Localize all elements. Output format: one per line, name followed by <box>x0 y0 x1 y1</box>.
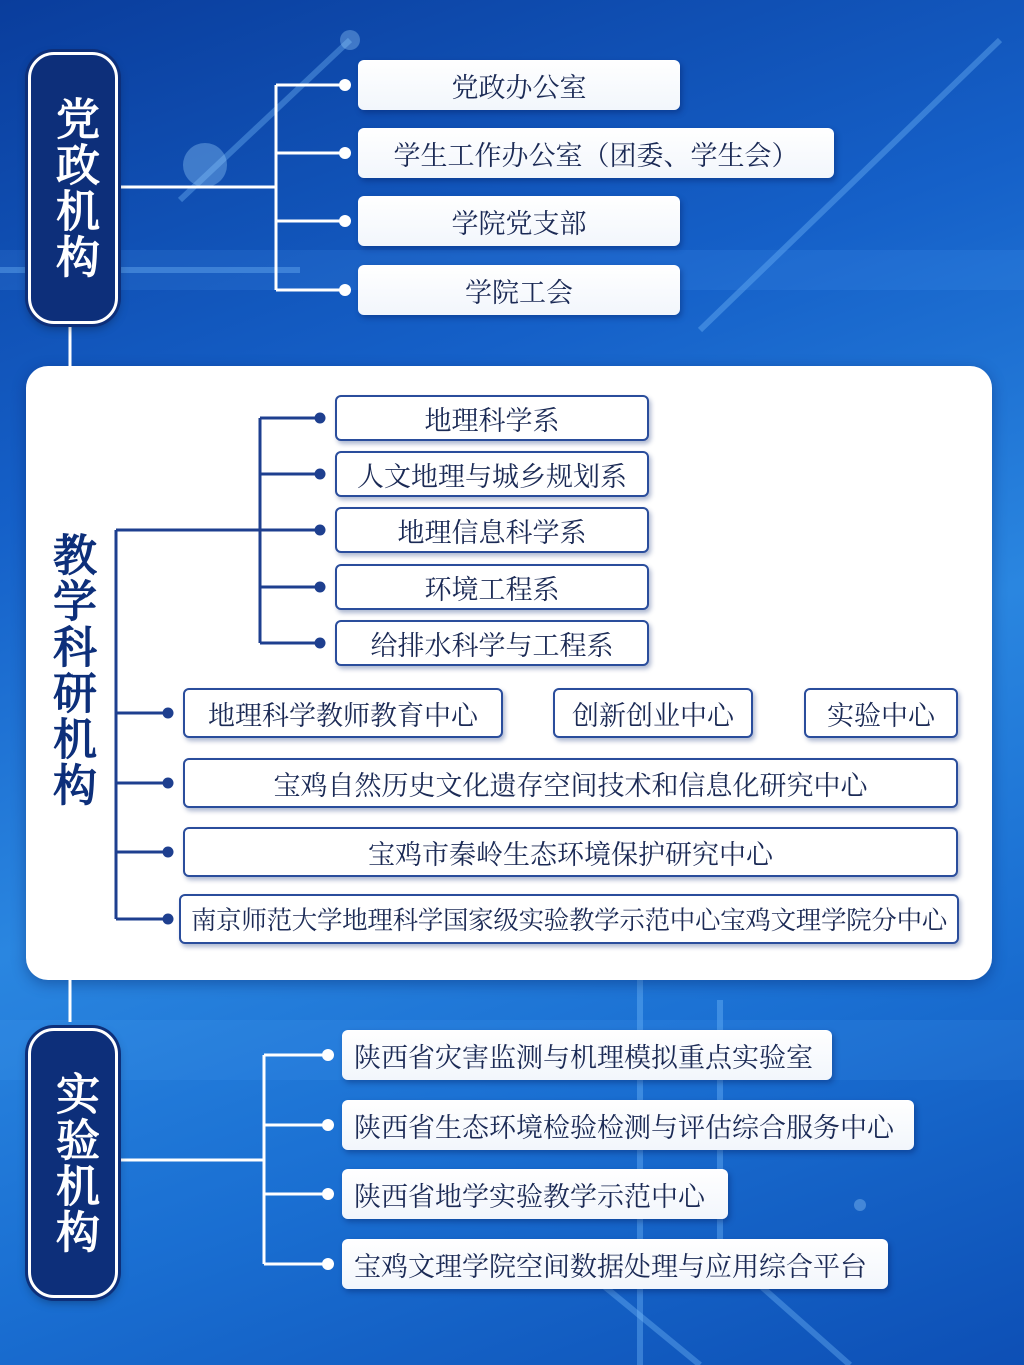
party-item-office[interactable]: 党政办公室 <box>358 60 680 110</box>
dept-gis[interactable]: 地理信息科学系 <box>335 507 649 553</box>
dept-human-geography[interactable]: 人文地理与城乡规划系 <box>335 451 649 497</box>
party-item-branch[interactable]: 学院党支部 <box>358 196 680 246</box>
lab-item-geoscience-teaching[interactable]: 陕西省地学实验教学示范中心 <box>342 1169 728 1219</box>
center-laboratory[interactable]: 实验中心 <box>804 688 958 738</box>
dept-geography-science[interactable]: 地理科学系 <box>335 395 649 441</box>
lab-item-disaster-monitoring[interactable]: 陕西省灾害监测与机理模拟重点实验室 <box>342 1030 832 1080</box>
dept-water-supply-drainage[interactable]: 给排水科学与工程系 <box>335 620 649 666</box>
dept-environmental-engineering[interactable]: 环境工程系 <box>335 564 649 610</box>
center-innovation[interactable]: 创新创业中心 <box>553 688 753 738</box>
center-nnu-branch[interactable]: 南京师范大学地理科学国家级实验教学示范中心宝鸡文理学院分中心 <box>179 894 959 944</box>
lab-item-spatial-data-platform[interactable]: 宝鸡文理学院空间数据处理与应用综合平台 <box>342 1239 888 1289</box>
teaching-research-title: 教学科研机构 <box>45 532 96 808</box>
center-qinling-ecology[interactable]: 宝鸡市秦岭生态环境保护研究中心 <box>183 827 958 877</box>
center-heritage-spatial-tech[interactable]: 宝鸡自然历史文化遗存空间技术和信息化研究中心 <box>183 758 958 808</box>
lab-institutions-title: 实验机构 <box>28 1028 118 1298</box>
center-teacher-education[interactable]: 地理科学教师教育中心 <box>183 688 503 738</box>
lab-item-ecological-testing[interactable]: 陕西省生态环境检验检测与评估综合服务中心 <box>342 1100 914 1150</box>
party-item-union[interactable]: 学院工会 <box>358 265 680 315</box>
party-item-student-affairs[interactable]: 学生工作办公室（团委、学生会） <box>358 128 834 178</box>
party-admin-title: 党政机构 <box>28 52 118 324</box>
